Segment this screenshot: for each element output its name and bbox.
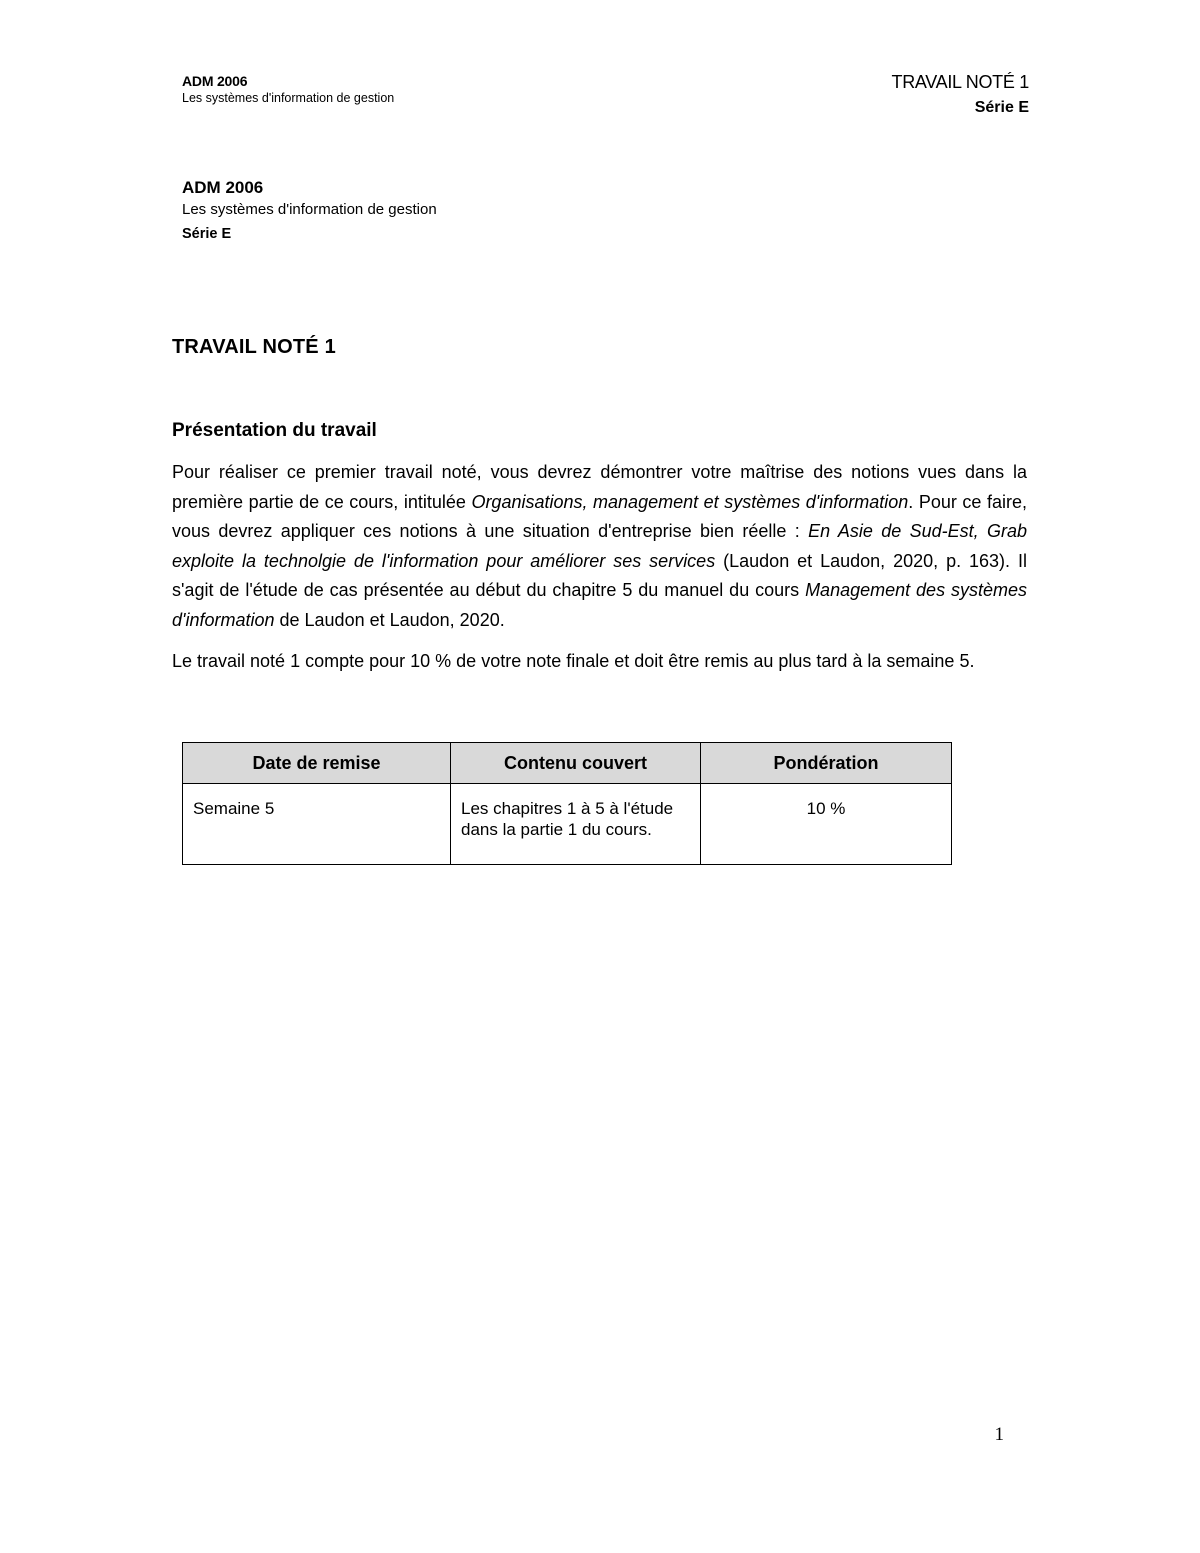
title-course-title: Les systèmes d'information de gestion [182,201,437,218]
cell-weight: 10 % [701,784,952,865]
table-row [183,784,952,865]
section-heading: Présentation du travail [172,420,377,441]
header-course-title: Les systèmes d'information de gestion [182,91,395,105]
header-course-code: ADM 2006 [182,73,248,89]
col-header-weight: Pondération [701,743,952,784]
col-header-due-date: Date de remise [183,743,451,784]
intro-text-3: (Laudon et Laudon, 2020, p. 163). Il s'agit de l'étude de cas présentée au début du chapitre 5 du manuel du cours [172,550,1027,601]
header-right [892,72,1030,117]
col-header-content: Contenu couvert [451,743,701,784]
title-series: Série E [182,226,232,242]
case-study-title: En Asie de Sud-Est, Grab exploite la technolgie de l'information pour améliorer ses services [172,521,1027,571]
cell-due-date: Semaine 5 [183,784,451,865]
textbook-title: Management des systèmes d'information [172,580,1028,630]
table-header-row [183,743,952,784]
header-series: Série E [974,99,1029,116]
intro-paragraph [172,458,1027,636]
course-part-title: Organisations, management et systèmes d'information [471,491,909,512]
page-number: 1 [994,1424,1004,1445]
title-course-code: ADM 2006 [182,178,264,197]
intro-text-2: . Pour ce faire, vous devrez appliquer ces notions à une situation d'entreprise bien réelle : [172,491,1027,542]
cell-content: Les chapitres 1 à 5 à l'étude dans la partie 1 du cours. [451,784,701,865]
page-title: TRAVAIL NOTÉ 1 [172,336,336,358]
header-doc-label: TRAVAIL NOTÉ 1 [891,72,1029,92]
weight-paragraph: Le travail noté 1 compte pour 10 % de votre note finale et doit être remis au plus tard à la semaine 5. [172,651,975,671]
assignment-table [182,742,952,865]
intro-text-1: Pour réaliser ce premier travail noté, vous devrez démontrer votre maîtrise des notions vues dans la première partie de ce cours, intitulée [172,462,1027,512]
intro-text-4: de Laudon et Laudon, 2020. [274,609,505,630]
